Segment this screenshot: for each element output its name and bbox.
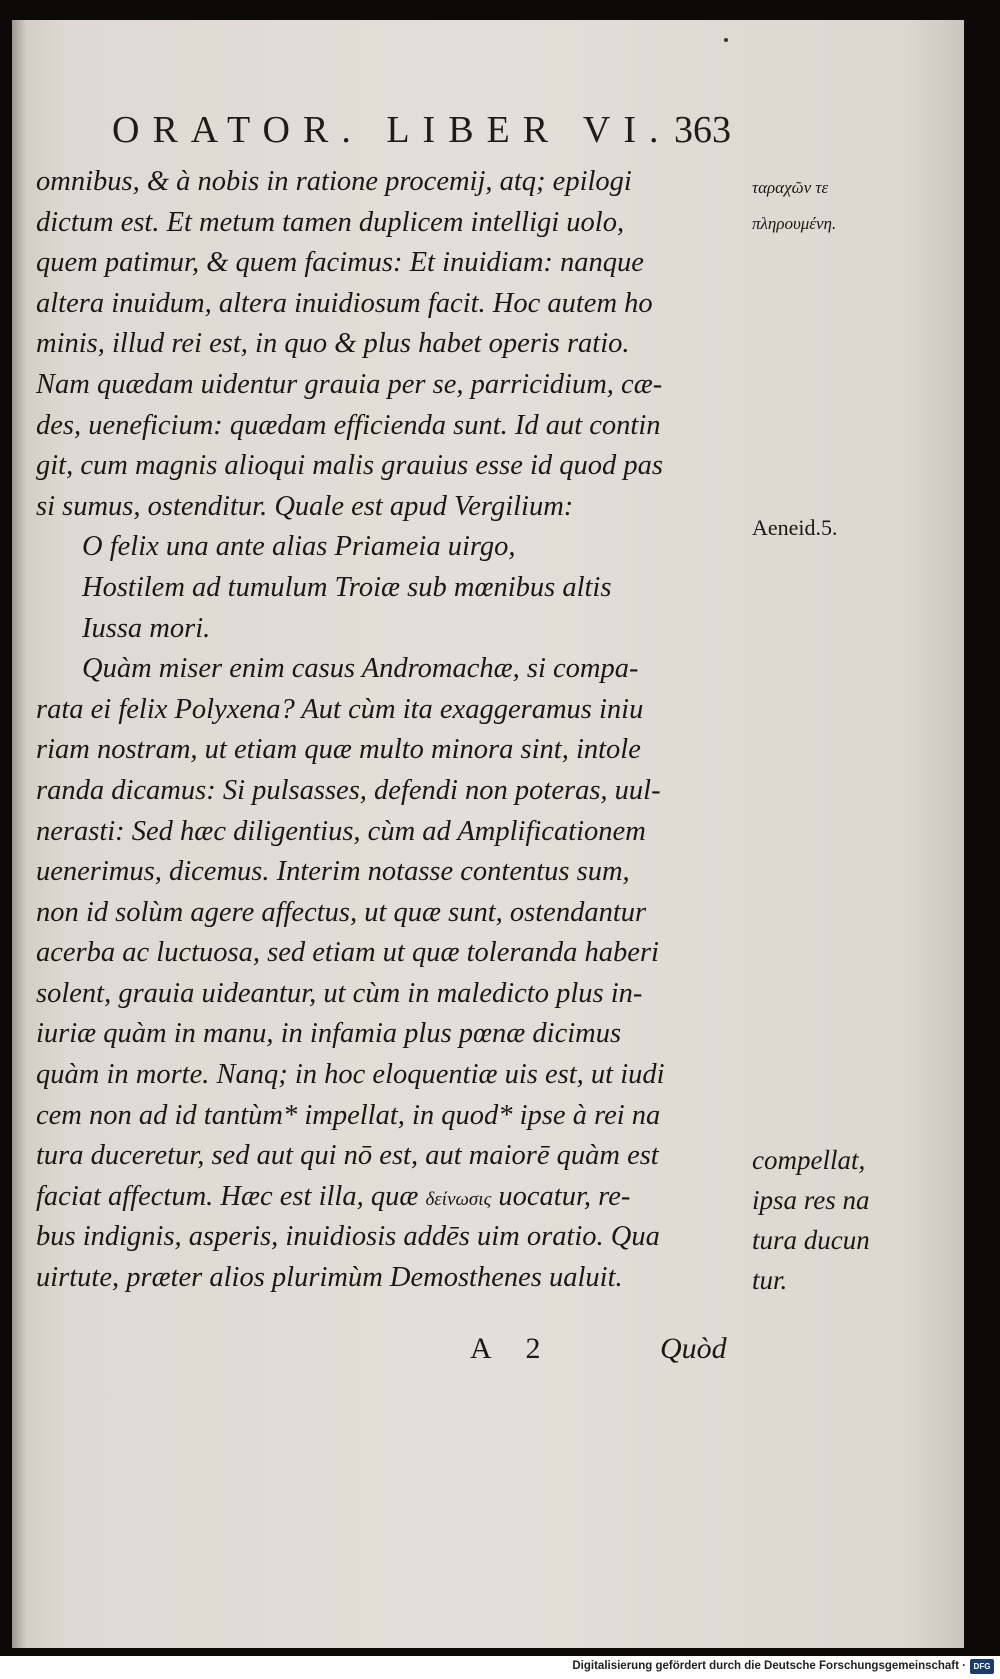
text-line: bus indignis, asperis, inuidiosis addēs uim oratio. Qua bbox=[36, 1221, 660, 1253]
main-text-block bbox=[36, 162, 748, 1299]
margin-note-greek bbox=[752, 170, 912, 242]
text-line: randa dicamus: Si pulsasses, defendi non poteras, uul- bbox=[36, 774, 661, 806]
paragraph-start-line: Quàm miser enim casus Andromachæ, si compa- bbox=[82, 653, 639, 685]
text-line: quàm in morte. Nanq; in hoc eloquentiæ uis est, ut iudi bbox=[36, 1059, 665, 1091]
running-head bbox=[112, 108, 752, 160]
text-segment: faciat affectum. Hæc est illa, quæ bbox=[36, 1180, 419, 1212]
catchline bbox=[470, 1332, 750, 1376]
margin-note-correction bbox=[752, 1140, 912, 1300]
margin-line: compellat, bbox=[752, 1145, 866, 1175]
dfg-logo-icon: DFG bbox=[970, 1659, 994, 1674]
margin-line: πληρουμένη. bbox=[752, 214, 837, 233]
verse-line: Iussa mori. bbox=[82, 612, 211, 644]
margin-line: ταραχῶν τε bbox=[752, 178, 829, 197]
text-line: acerba ac luctuosa, sed etiam ut quæ toleranda haberi bbox=[36, 937, 659, 969]
text-line: minis, illud rei est, in quo & plus habet operis ratio. bbox=[36, 328, 630, 360]
catchword: Quòd bbox=[660, 1332, 727, 1365]
running-title: ORATOR. LIBER VI. bbox=[112, 109, 672, 151]
text-line: git, cum magnis alioqui malis grauius esse id quod pas bbox=[36, 450, 664, 482]
text-line: des, ueneficium: quædam efficienda sunt. Id aut contin bbox=[36, 409, 661, 441]
margin-line: tur. bbox=[752, 1265, 788, 1295]
text-line: uirtute, præter alios plurimùm Demosthenes ualuit. bbox=[36, 1262, 623, 1294]
greek-word: δείνωσις bbox=[425, 1188, 492, 1210]
text-line: altera inuidum, altera inuidiosum facit. Hoc autem ho bbox=[36, 287, 653, 319]
text-line: solent, grauia uideantur, ut cùm in maledicto plus in- bbox=[36, 977, 643, 1009]
text-line: iuriæ quàm in manu, in infamia plus pœnæ dicimus bbox=[36, 1018, 622, 1050]
page-gutter-shadow bbox=[12, 20, 26, 1648]
page-number: 363 bbox=[674, 109, 731, 151]
verse-line: Hostilem ad tumulum Troiæ sub mœnibus altis bbox=[82, 571, 612, 603]
text-line: non id solùm agere affectus, ut quæ sunt, ostendantur bbox=[36, 896, 647, 928]
text-line: cem non ad id tantùm* impellat, in quod* ipse à rei na bbox=[36, 1099, 661, 1131]
signature-mark: A 2 bbox=[470, 1332, 555, 1365]
text-line: uenerimus, dicemus. Interim notasse contentus sum, bbox=[36, 856, 630, 888]
text-line: riam nostram, ut etiam quæ multo minora sint, intole bbox=[36, 734, 641, 766]
text-line-with-greek bbox=[36, 1177, 748, 1218]
text-line: nerasti: Sed hæc diligentius, cùm ad Amplificationem bbox=[36, 815, 646, 847]
text-line: tura duceretur, sed aut qui nō est, aut maiorē quàm est bbox=[36, 1140, 659, 1172]
text-line: quem patimur, & quem facimus: Et inuidiam: nanque bbox=[36, 247, 644, 279]
text-line: Nam quædam uidentur grauia per se, parricidium, cæ- bbox=[36, 368, 663, 400]
ink-speck bbox=[724, 38, 728, 42]
margin-line: tura ducun bbox=[752, 1225, 870, 1255]
margin-line: ipsa res na bbox=[752, 1185, 870, 1215]
funding-credit: Digitalisierung gefördert durch die Deutsche Forschungsgemeinschaft · bbox=[572, 1660, 966, 1672]
verse-line: O felix una ante alias Priameia uirgo, bbox=[82, 531, 516, 563]
margin-note-aeneid: Aeneid.5. bbox=[752, 515, 838, 540]
text-line: rata ei felix Polyxena? Aut cùm ita exaggeramus iniu bbox=[36, 693, 644, 725]
text-line: si sumus, ostenditur. Quale est apud Vergilium: bbox=[36, 490, 574, 522]
text-line: omnibus, & à nobis in ratione procemij, atq; epilogi bbox=[36, 166, 632, 197]
footer-strip bbox=[0, 1656, 1000, 1679]
text-segment: uocatur, re- bbox=[491, 1180, 631, 1212]
text-line: dictum est. Et metum tamen duplicem intelligi uolo, bbox=[36, 206, 625, 238]
